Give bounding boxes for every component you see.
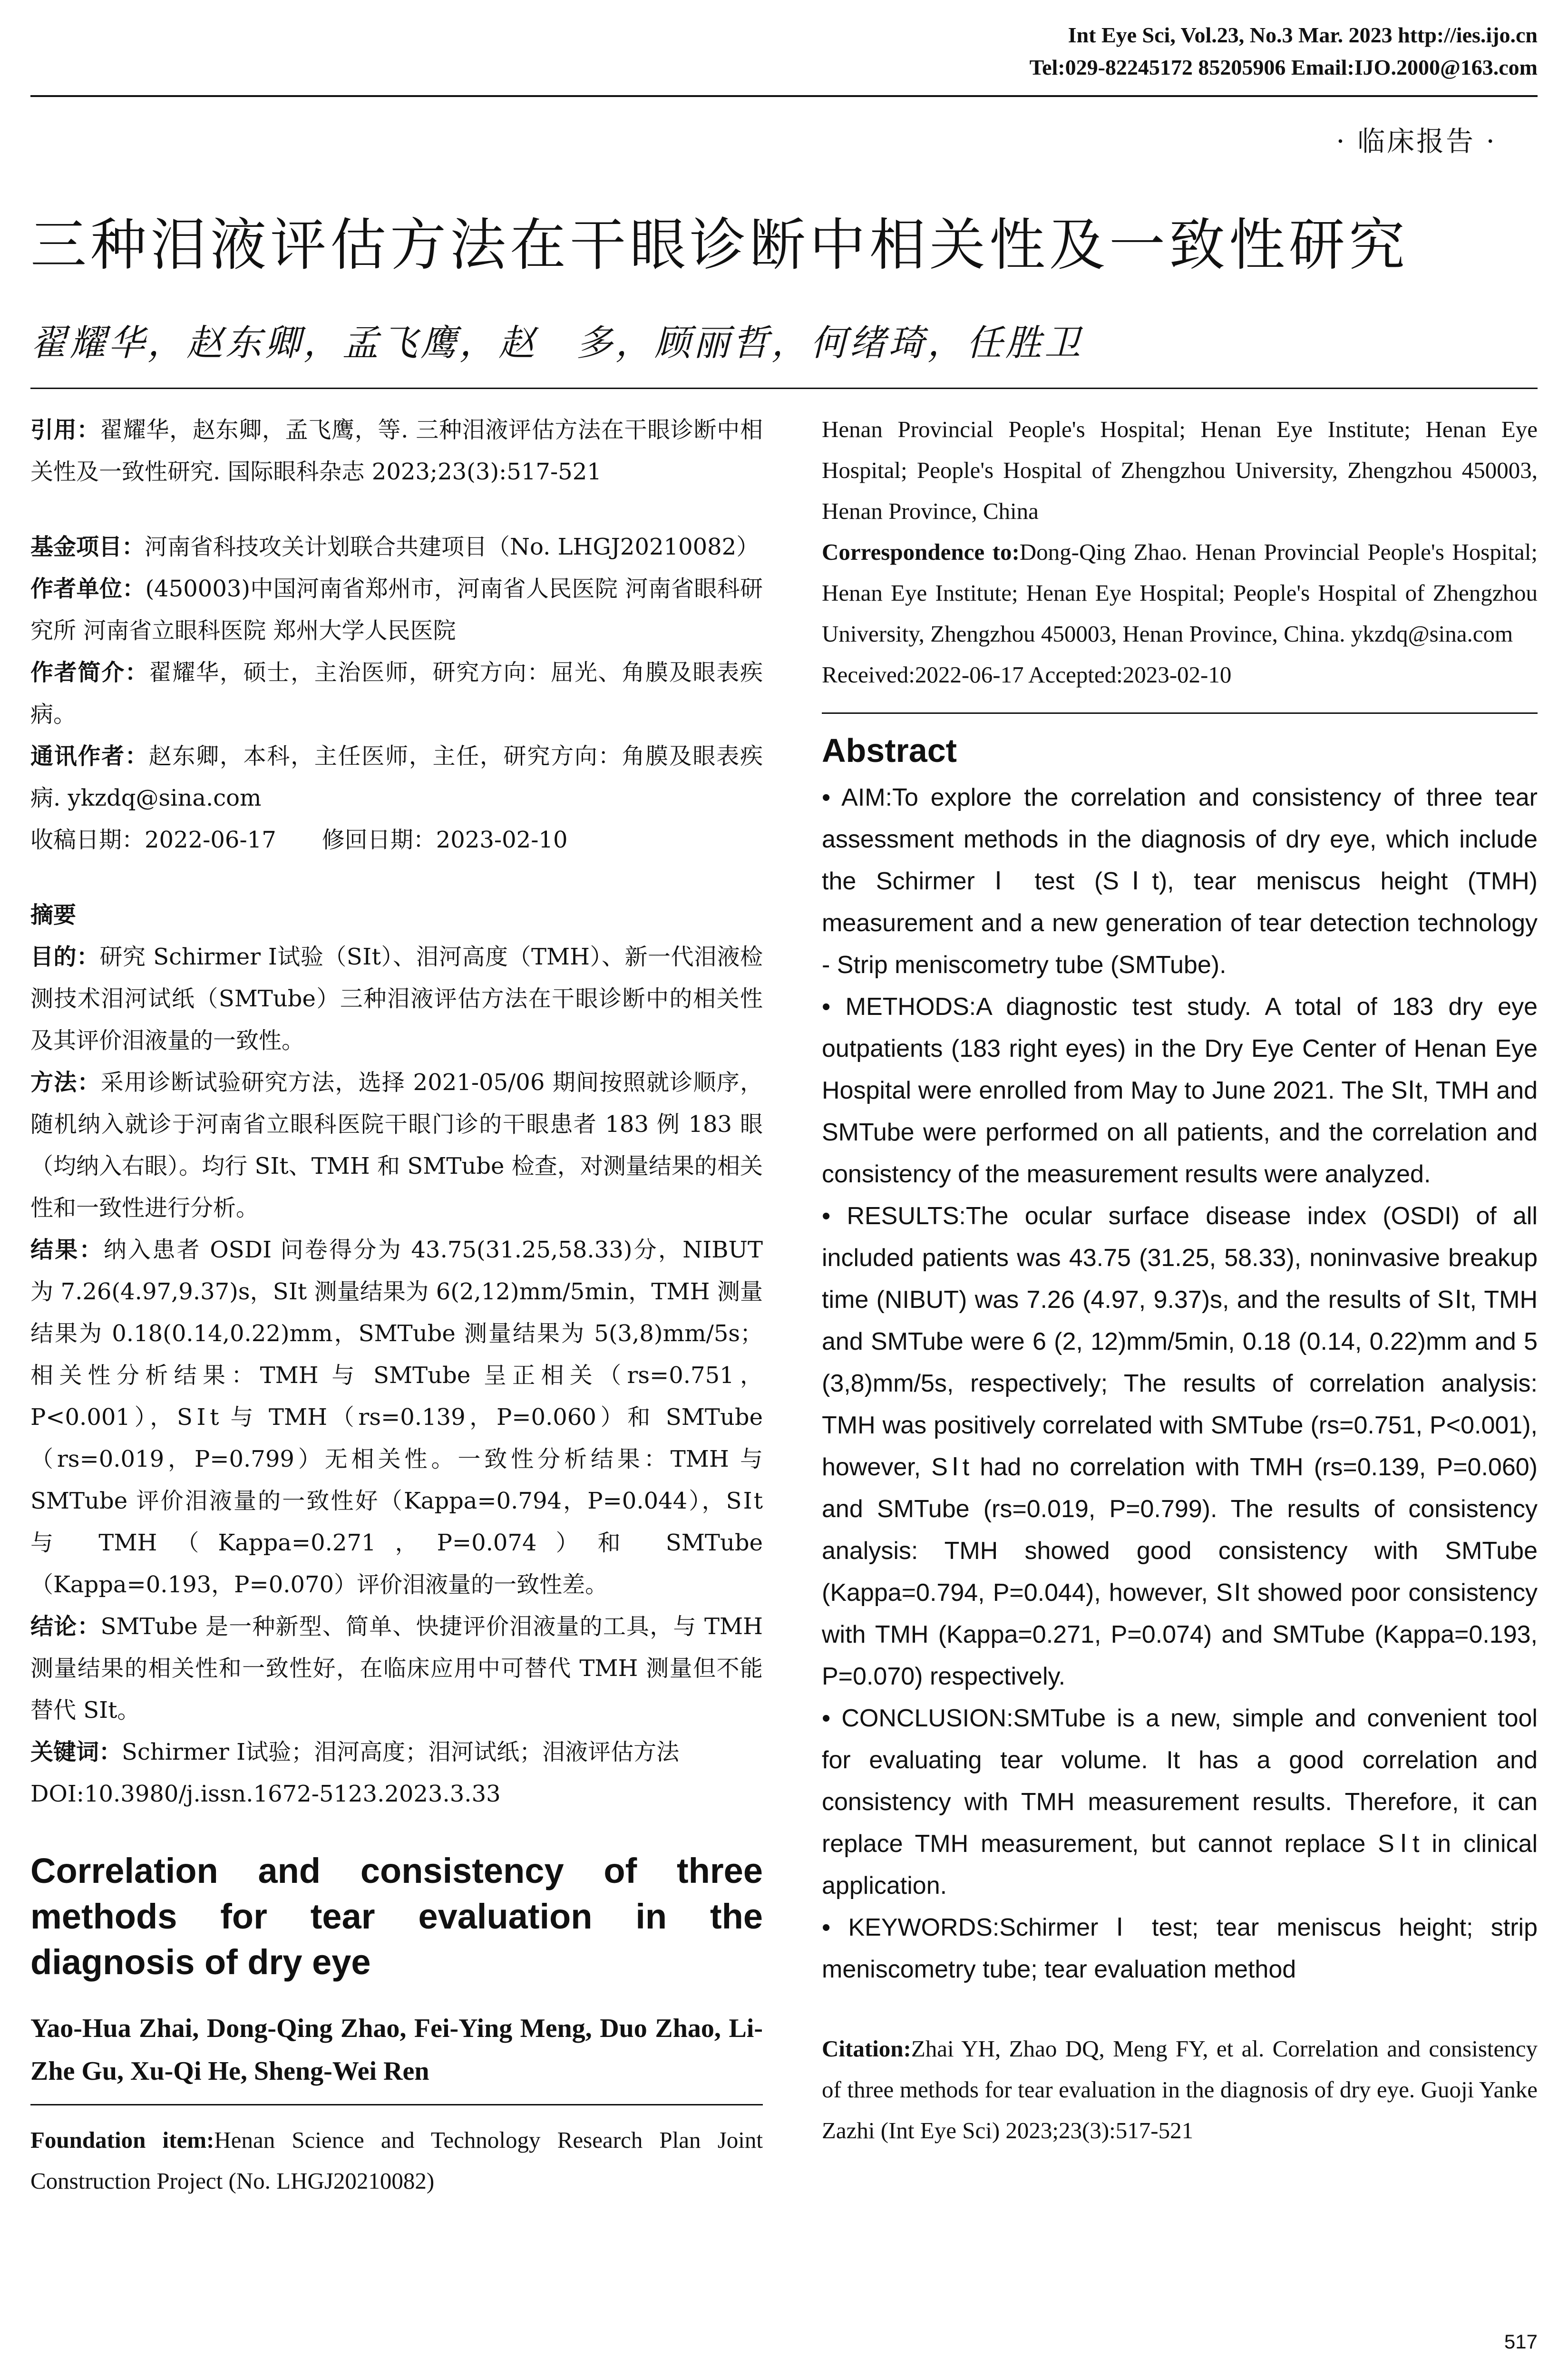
methods-en: • METHODS:A diagnostic test study. A total of 183 dry eye outpatients (183 right eyes) in the Dry Eye Center of Henan Eye Hospital were enrolled from May to June 2021. The SⅠt, TMH and SMTube were performed on all patients, and the correlation and consistency of the measurement results were analyzed. — [822, 993, 1538, 1188]
methods-cn: 方法：采用诊断试验研究方法，选择 2021-05/06 期间按照就诊顺序，随机纳入就诊于河南省立眼科医院干眼门诊的干眼患者 183 例 183 眼（均纳入右眼）。均行 SⅠt、TMH 和 SMTube 检查，对测量结果的相关性和一致性进行分析。 — [30, 1069, 763, 1221]
page-number: 517 — [1504, 2330, 1538, 2353]
correspondence-en: Correspondence to:Dong-Qing Zhao. Henan Provincial People's Hospital; Henan Eye Institute; Henan Eye Hospital; People's Hospital of Zhengzhou University, Zhengzhou 450003, Henan Province, China. ykzdq@sina.com — [822, 539, 1538, 647]
affiliation-cn: 作者单位：(450003)中国河南省郑州市，河南省人民医院 河南省眼科研究所 河南省立眼科医院 郑州大学人民医院 — [30, 575, 763, 644]
title-divider — [30, 388, 1538, 389]
citation-en: Citation:Zhai YH, Zhao DQ, Meng FY, et al. Correlation and consistency of three methods for tear evaluation in the diagnosis of dry eye. Guoji Yanke Zazhi (Int Eye Sci) 2023;23(3):517-521 — [822, 2036, 1538, 2143]
results-cn: 结果：纳入患者 OSDI 问卷得分为 43.75(31.25,58.33)分，NIBUT 为 7.26(4.97,9.37)s，SⅠt 测量结果为 6(2,12)mm/5min，TMH 测量结果为 0.18(0.14,0.22)mm，SMTube 测量结果为 5(3,8)mm/5s；相关性分析结果：TMH 与 SMTube 呈正相关（rs=0.751，P<0.001），SⅠt 与 TMH（rs=0.139，P=0.060）和 SMTube（rs=0.019，P=0.799）无相关性。一致性分析结果：TMH 与 SMTube 评价泪液量的一致性好（Kappa=0.794，P=0.044），SⅠt 与 TMH（Kappa=0.271，P=0.074）和 SMTube（Kappa=0.193，P=0.070）评价泪液量的一致性差。 — [30, 1237, 763, 1598]
keywords-en: • KEYWORDS:Schirmer Ⅰ test; tear meniscus height; strip meniscometry tube; tear evaluation method — [822, 1914, 1538, 1983]
abstract-heading: Abstract — [822, 732, 957, 769]
dates-divider — [822, 712, 1538, 714]
authors-divider — [30, 2104, 763, 2105]
header-divider — [30, 95, 1538, 97]
authors-en: Yao-Hua Zhai, Dong-Qing Zhao, Fei-Ying Meng, Duo Zhao, Li-Zhe Gu, Xu-Qi He, Sheng-Wei Ren — [30, 2014, 763, 2086]
results-en: • RESULTS:The ocular surface disease index (OSDI) of all included patients was 43.75 (31.25, 58.33), noninvasive breakup time (NIBUT) was 7.26 (4.97, 9.37)s, and the results of SⅠt, TMH and SMTube were 6 (2, 12)mm/5min, 0.18 (0.14, 0.22)mm and 5 (3,8)mm/5s, respectively; The results of correlation analysis: TMH was positively correlated with SMTube (rs=0.751, P<0.001), however, SⅠt had no correlation with TMH (rs=0.139, P=0.060) and SMTube (rs=0.019, P=0.799). The results of consistency analysis: TMH showed good consistency with SMTube (Kappa=0.794, P=0.044), however, SⅠt showed poor consistency with TMH (Kappa=0.271, P=0.074) and SMTube (Kappa=0.193, P=0.070) respectively. — [822, 1202, 1538, 1690]
aim-en: • AIM:To explore the correlation and consistency of three tear assessment methods in the diagnosis of dry eye, which include the Schirmer Ⅰ test (SⅠt), tear meniscus height (TMH) measurement and a new generation of tear detection technology - Strip meniscometry tube (SMTube). — [822, 784, 1538, 979]
dates-en: Received:2022-06-17 Accepted:2023-02-10 — [822, 662, 1232, 688]
keywords-cn: 关键词：Schirmer Ⅰ试验；泪河高度；泪河试纸；泪液评估方法 — [30, 1739, 680, 1765]
author-bio-cn: 作者简介：翟耀华，硕士，主治医师，研究方向：屈光、角膜及眼表疾病。 — [30, 659, 763, 728]
citation-cn: 引用：翟耀华，赵东卿，孟飞鹰，等. 三种泪液评估方法在干眼诊断中相关性及一致性研究. 国际眼科杂志 2023;23(3):517-521 — [30, 417, 763, 485]
right-column — [822, 409, 1538, 2151]
article-title-en: Correlation and consistency of three methods for tear evaluation in the diagnosis of dry eye — [30, 1851, 763, 1982]
aim-cn: 目的：研究 Schirmer Ⅰ试验（SⅠt）、泪河高度（TMH）、新一代泪液检测技术泪河试纸（SMTube）三种泪液评估方法在干眼诊断中的相关性及其评价泪液量的一致性。 — [30, 944, 763, 1054]
fund-cn: 基金项目：河南省科技攻关计划联合共建项目（No. LHGJ20210082） — [30, 534, 760, 560]
authors-cn: 翟耀华，赵东卿，孟飞鹰，赵 多，顾丽哲，何绪琦，任胜卫 — [30, 321, 1083, 364]
journal-header-line1: Int Eye Sci, Vol.23, No.3 Mar. 2023 http://ies.ijo.cn — [1068, 23, 1538, 47]
conclusion-en: • CONCLUSION:SMTube is a new, simple and convenient tool for evaluating tear volume. It has a good correlation and consistency with TMH measurement results. Therefore, it can replace TMH measurement, but cannot replace SⅠt in clinical application. — [822, 1705, 1538, 1900]
affiliation-en: Henan Provincial People's Hospital; Henan Eye Institute; Henan Eye Hospital; People's Hospital of Zhengzhou University, Zhengzhou 450003, Henan Province, China — [822, 416, 1538, 524]
left-column — [30, 409, 763, 2202]
dates-cn: 收稿日期：2022-06-17 修回日期：2023-02-10 — [30, 827, 568, 853]
conclusion-cn: 结论：SMTube 是一种新型、简单、快捷评价泪液量的工具，与 TMH 测量结果的相关性和一致性好，在临床应用中可替代 TMH 测量但不能替代 SⅠt。 — [30, 1613, 763, 1724]
doi[interactable]: DOI:10.3980/j.issn.1672-5123.2023.3.33 — [30, 1781, 501, 1807]
column-label: · 临床报告 · — [1336, 125, 1497, 157]
article-title-cn: 三种泪液评估方法在干眼诊断中相关性及一致性研究 — [30, 212, 1409, 278]
correspondence-cn: 通讯作者：赵东卿，本科，主任医师，主任，研究方向：角膜及眼表疾病. ykzdq@sina.com — [30, 743, 763, 811]
abstract-head-cn: 摘要 — [30, 902, 77, 928]
foundation-en: Foundation item:Henan Science and Technology Research Plan Joint Construction Project (No. LHGJ20210082) — [30, 2127, 763, 2194]
journal-header-line2: Tel:029-82245172 85205906 Email:IJO.2000@163.com — [1029, 55, 1538, 79]
